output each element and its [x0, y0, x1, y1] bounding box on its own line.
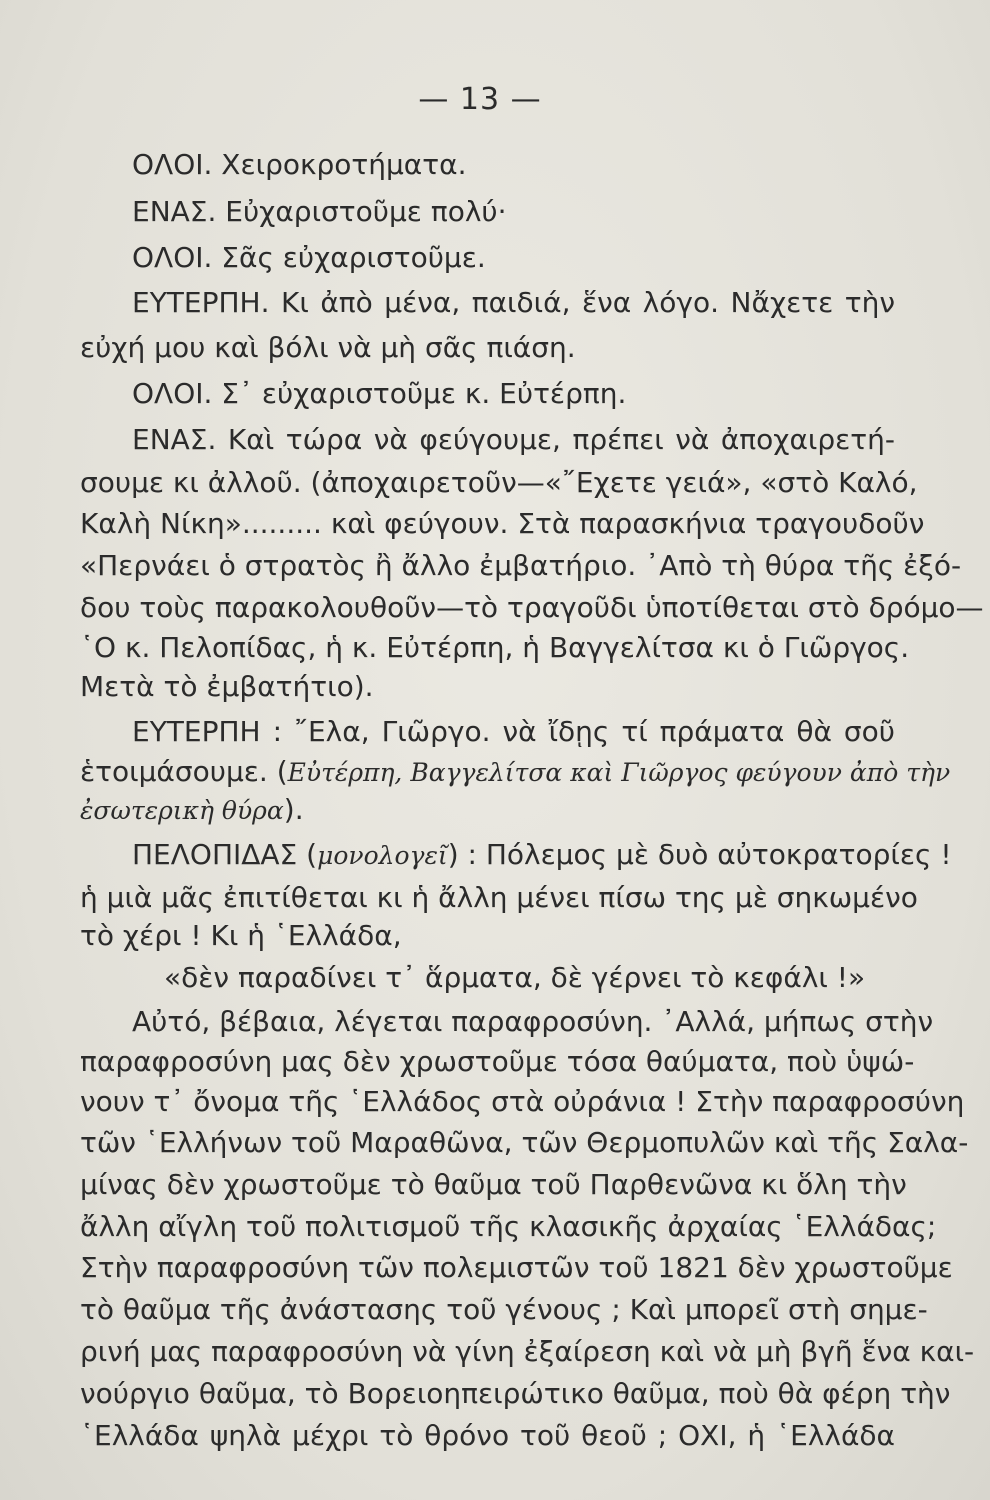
page-number: — 13 —: [418, 82, 542, 117]
text-line: Αὐτό, βέβαια, λέγεται παραφροσύνη. ᾽Αλλά, μήπως στὴν: [132, 1005, 934, 1038]
text-line: ΕΥΤΕΡΠΗ. Κι ἀπὸ μένα, παιδιά, ἕνα λόγο. Νἄχετε τὴν: [132, 286, 895, 319]
text-line: ἡ μιὰ μᾶς ἐπιτίθεται κι ἡ ἄλλη μένει πίσω της μὲ σηκωμένο: [80, 881, 918, 914]
text-line: Στὴν παραφροσύνη τῶν πολεμιστῶν τοῦ 1821 δὲν χρωστοῦμε: [80, 1251, 953, 1284]
text-line: ΟΛΟΙ. Σᾶς εὐχαριστοῦμε.: [132, 241, 486, 274]
text-line: τὸ θαῦμα τῆς ἀνάστασης τοῦ γένους ; Καὶ μπορεῖ στὴ σημε-: [80, 1293, 928, 1326]
text-line-mixed: ΠΕΛΟΠΙΔΑΣ (μονολογεῖ) : Πόλεμος μὲ δυὸ αὐτοκρατορίες !: [132, 838, 952, 871]
text-line: ρινή μας παραφροσύνη νὰ γίνη ἐξαίρεση καὶ νὰ μὴ βγῆ ἕνα και-: [80, 1335, 975, 1368]
text-line: ΕΝΑΣ. Καὶ τώρα νὰ φεύγουμε, πρέπει νὰ ἀποχαιρετή-: [132, 423, 895, 456]
text-line: εὐχή μου καὶ βόλι νὰ μὴ σᾶς πιάση.: [80, 331, 576, 364]
text-line: τὸ χέρι ! Κι ἡ ῾Ελλάδα,: [80, 919, 402, 952]
stage-direction: ἐσωτερικὴ θύρα: [80, 796, 284, 825]
text-line: Καλὴ Νίκη»......... καὶ φεύγουν. Στὰ παρασκήνια τραγουδοῦν: [80, 507, 925, 540]
stage-direction: Εὐτέρπη, Βαγγελίτσα καὶ Γιῶργος φεύγουν ἀπὸ τὴν: [287, 758, 951, 787]
text-line: τῶν ῾Ελλήνων τοῦ Μαραθῶνα, τῶν Θερμοπυλῶν καὶ τῆς Σαλα-: [80, 1126, 969, 1159]
text-line: δου τοὺς παρακολουθοῦν—τὸ τραγοῦδι ὑποτίθεται στὸ δρόμο—: [80, 591, 984, 624]
text-line: νούργιο θαῦμα, τὸ Βορειοηπειρώτικο θαῦμα, ποὺ θὰ φέρη τὴν: [80, 1377, 951, 1410]
text-line: ΕΝΑΣ. Εὐχαριστοῦμε πολύ·: [132, 195, 507, 228]
text-line: σουμε κι ἀλλοῦ. (ἀποχαιρετοῦν—«῎Εχετε γειά», «στὸ Καλό,: [80, 466, 918, 499]
text-line: ῾Ελλάδα ψηλὰ μέχρι τὸ θρόνο τοῦ θεοῦ ; ΟΧΙ, ἡ ῾Ελλάδα: [80, 1419, 895, 1452]
text-line: παραφροσύνη μας δὲν χρωστοῦμε τόσα θαύματα, ποὺ ὑψώ-: [80, 1045, 915, 1078]
text-line-mixed: ἑτοιμάσουμε. (Εὐτέρπη, Βαγγελίτσα καὶ Γιῶργος φεύγουν ἀπὸ τὴν: [80, 755, 951, 788]
text-line: μίνας δὲν χρωστοῦμε τὸ θαῦμα τοῦ Παρθενῶνα κι ὅλη τὴν: [80, 1168, 907, 1201]
text-line-mixed: ἐσωτερικὴ θύρα).: [80, 793, 304, 826]
stage-direction: μονολογεῖ: [317, 841, 448, 870]
text-line: ΟΛΟΙ. Χειροκροτήματα.: [132, 148, 467, 181]
text-line: ΕΥΤΕΡΠΗ : ῎Ελα, Γιῶργο. νὰ ἴδῃς τί πράματα θὰ σοῦ: [132, 715, 895, 748]
text-line: ῾Ο κ. Πελοπίδας, ἡ κ. Εὐτέρπη, ἡ Βαγγελίτσα κι ὁ Γιῶργος.: [80, 631, 910, 664]
verse-quote: «δὲν παραδίνει τ᾽ ἅρματα, δὲ γέρνει τὸ κεφάλι !»: [164, 961, 866, 994]
text-line: Μετὰ τὸ ἐμβατήτιο).: [80, 670, 374, 703]
text-line: νουν τ᾽ ὄνομα τῆς ῾Ελλάδος στὰ οὐράνια ! Στὴν παραφροσύνη: [80, 1085, 965, 1118]
text-line: ἄλλη αἴγλη τοῦ πολιτισμοῦ τῆς κλασικῆς ἀρχαίας ῾Ελλάδας;: [80, 1210, 937, 1243]
text-line: «Περνάει ὁ στρατὸς ἢ ἄλλο ἐμβατήριο. ᾽Απὸ τὴ θύρα τῆς ἐξό-: [80, 549, 962, 582]
text-line: ΟΛΟΙ. Σ᾽ εὐχαριστοῦμε κ. Εὐτέρπη.: [132, 377, 627, 410]
